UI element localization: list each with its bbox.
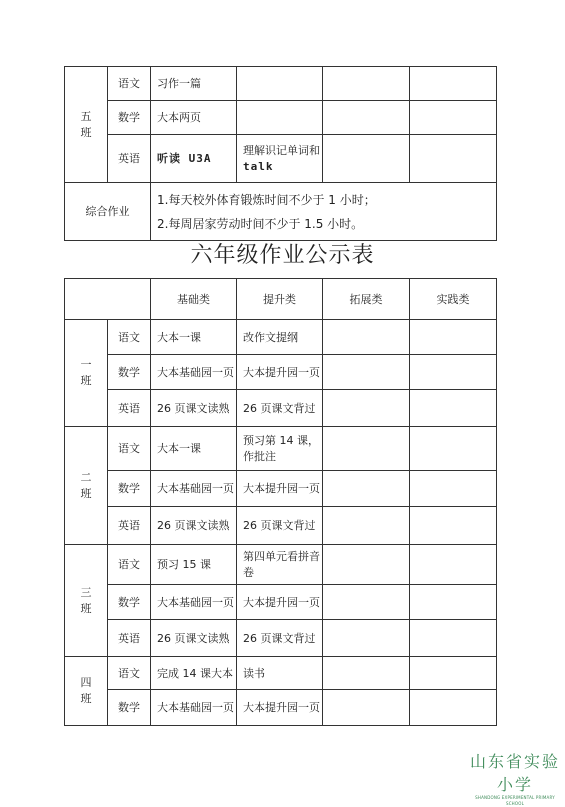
advance-cell: 预习第 14 课， 作批注: [237, 427, 323, 471]
practice-cell: [410, 101, 497, 135]
basic-cell: 大本一课: [151, 320, 237, 355]
practice-cell: [410, 690, 497, 726]
basic-cell: 26 页课文读熟: [151, 507, 237, 545]
extend-cell: [323, 135, 410, 183]
class-label: 五 班: [65, 67, 108, 183]
extend-cell: [323, 427, 410, 471]
subject-cell: 语文: [108, 545, 151, 585]
school-logo: [470, 749, 560, 807]
practice-cell: [410, 390, 497, 427]
practice-cell: [410, 585, 497, 620]
basic-cell: 听读 U3A: [151, 135, 237, 183]
advance-cell: 26 页课文背过: [237, 390, 323, 427]
class-label: 二 班: [65, 427, 108, 545]
advance-cell: [237, 101, 323, 135]
extend-cell: [323, 390, 410, 427]
practice-cell: [410, 320, 497, 355]
advance-cell: [237, 67, 323, 101]
basic-cell: 习作一篇: [151, 67, 237, 101]
basic-cell: 大本一课: [151, 427, 237, 471]
subject-cell: 英语: [108, 507, 151, 545]
advance-cell: 大本提升园一页: [237, 690, 323, 726]
extend-cell: [323, 320, 410, 355]
advance-cell: 第四单元看拼音 卷: [237, 545, 323, 585]
extend-cell: [323, 101, 410, 135]
advance-cell: 理解识记单词和 talk: [237, 135, 323, 183]
extend-cell: [323, 690, 410, 726]
basic-cell: 完成 14 课大本: [151, 657, 237, 690]
extend-cell: [323, 545, 410, 585]
school-name-cn: 山东省实验小学: [470, 752, 561, 794]
subject-cell: 语文: [108, 320, 151, 355]
subject-cell: 语文: [108, 427, 151, 471]
advance-cell: 大本提升园一页: [237, 471, 323, 507]
subject-cell: 数学: [108, 101, 151, 135]
extend-cell: [323, 585, 410, 620]
subject-cell: 数学: [108, 690, 151, 726]
basic-cell: 26 页课文读熟: [151, 390, 237, 427]
header-practice: 实践类: [410, 279, 497, 320]
subject-cell: 数学: [108, 471, 151, 507]
practice-cell: [410, 135, 497, 183]
subject-cell: 英语: [108, 620, 151, 657]
advance-cell: 大本提升园一页: [237, 585, 323, 620]
comprehensive-label: 综合作业: [65, 183, 151, 241]
header-corner: [65, 279, 151, 320]
extend-cell: [323, 507, 410, 545]
page-title: 六年级作业公示表: [190, 243, 375, 268]
subject-cell: 英语: [108, 135, 151, 183]
advance-cell: 读书: [237, 657, 323, 690]
practice-cell: [410, 507, 497, 545]
header-basic: 基础类: [151, 279, 237, 320]
basic-cell: 大本基础园一页: [151, 471, 237, 507]
class5-table: [64, 66, 497, 241]
practice-cell: [410, 427, 497, 471]
basic-cell: 预习 15 课: [151, 545, 237, 585]
advance-cell: 改作文提纲: [237, 320, 323, 355]
basic-cell: 大本基础园一页: [151, 585, 237, 620]
practice-cell: [410, 355, 497, 390]
basic-cell: 大本基础园一页: [151, 355, 237, 390]
class-label: 三 班: [65, 545, 108, 657]
practice-cell: [410, 657, 497, 690]
extend-cell: [323, 657, 410, 690]
subject-cell: 英语: [108, 390, 151, 427]
advance-cell: 26 页课文背过: [237, 507, 323, 545]
comprehensive-line: 1.每天校外体育锻炼时间不少于 1 小时；: [157, 192, 376, 207]
extend-cell: [323, 355, 410, 390]
extend-cell: [323, 620, 410, 657]
practice-cell: [410, 620, 497, 657]
header-extend: 拓展类: [323, 279, 410, 320]
extend-cell: [323, 67, 410, 101]
practice-cell: [410, 471, 497, 507]
header-advance: 提升类: [237, 279, 323, 320]
basic-cell: 大本基础园一页: [151, 690, 237, 726]
subject-cell: 数学: [108, 585, 151, 620]
practice-cell: [410, 545, 497, 585]
subject-cell: 语文: [108, 67, 151, 101]
subject-cell: 数学: [108, 355, 151, 390]
extend-cell: [323, 471, 410, 507]
advance-cell: 26 页课文背过: [237, 620, 323, 657]
grade6-table: [64, 278, 497, 726]
basic-cell: 26 页课文读熟: [151, 620, 237, 657]
practice-cell: [410, 67, 497, 101]
class-label: 一 班: [65, 320, 108, 427]
comprehensive-line: 2.每周居家劳动时间不少于 1.5 小时。: [157, 216, 364, 231]
advance-cell: 大本提升园一页: [237, 355, 323, 390]
subject-cell: 语文: [108, 657, 151, 690]
school-name-en: SHANDONG EXPERIMENTAL PRIMARY SCHOOL: [475, 795, 555, 806]
basic-cell: 大本两页: [151, 101, 237, 135]
class-label: 四 班: [65, 657, 108, 726]
comprehensive-content: [151, 183, 497, 241]
